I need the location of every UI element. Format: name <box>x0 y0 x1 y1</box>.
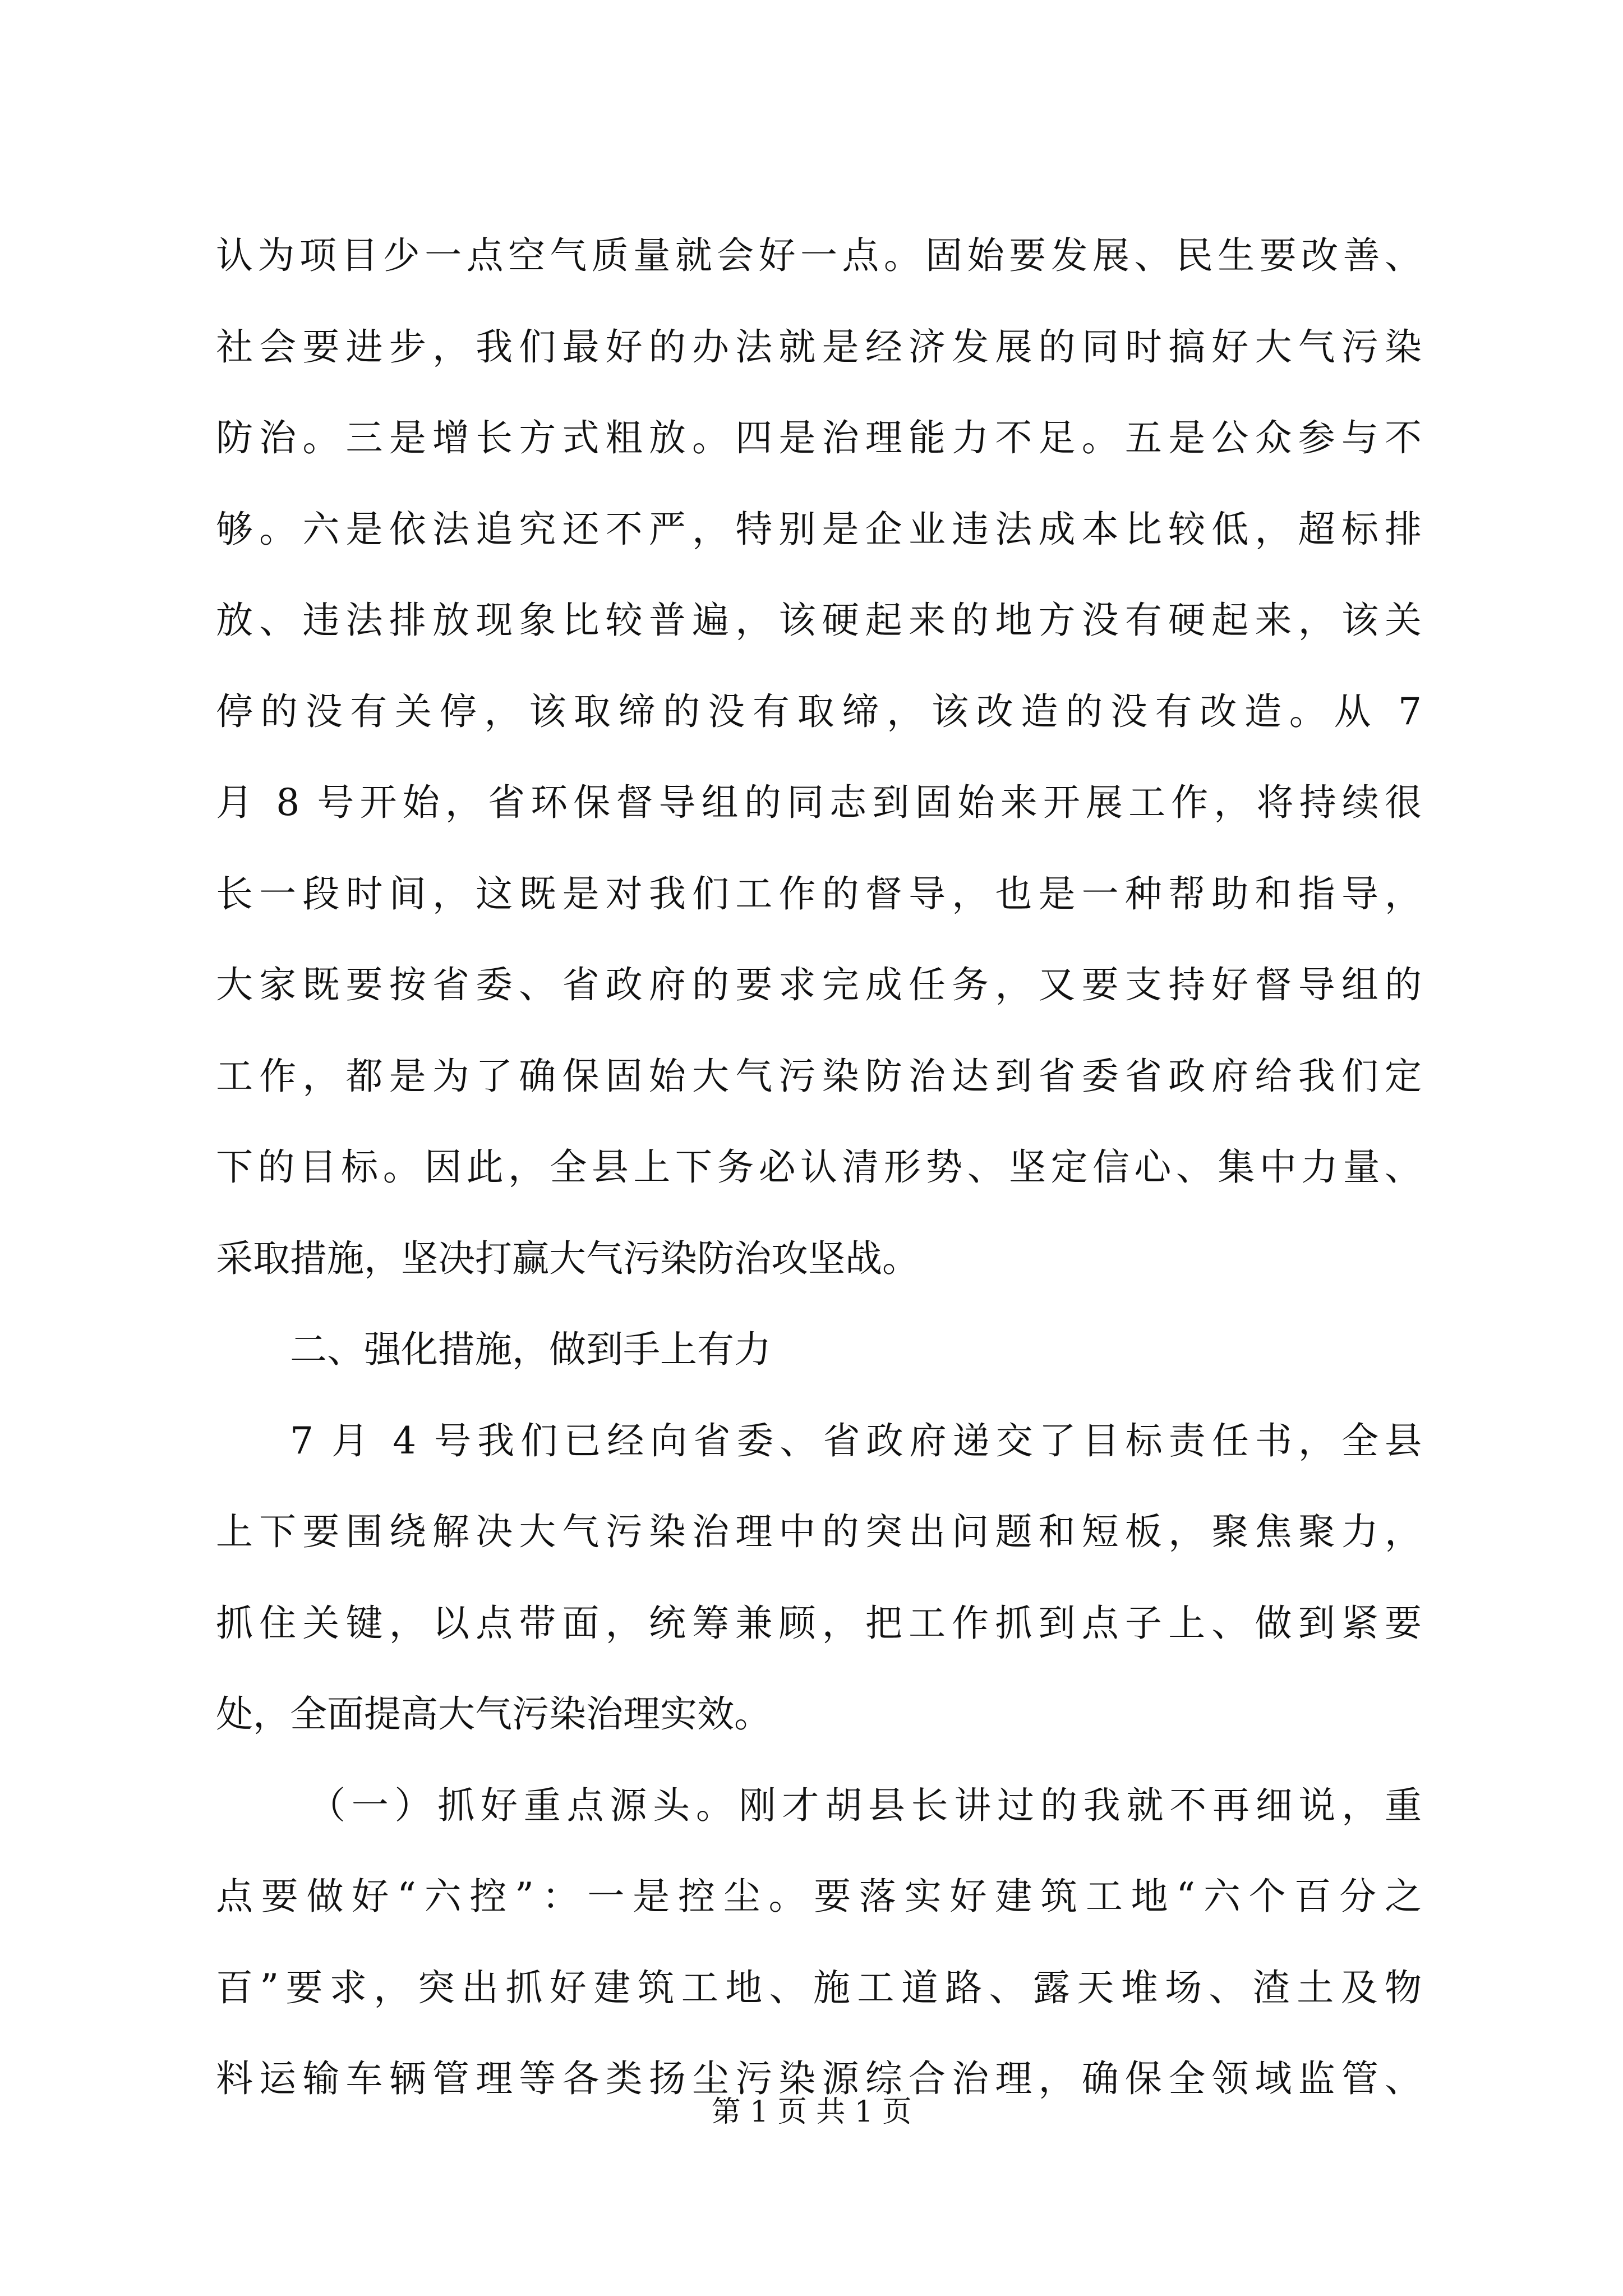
page-footer: 第 1 页 共 1 页 <box>711 2095 912 2129</box>
text-line: 月 8 号开始，省环保督导组的同志到固始来开展工作，将持续很 <box>216 781 1422 824</box>
subsection-heading-line: （一）抓好重点源头。刚才胡县长讲过的我就不再细说，重 <box>308 1783 1422 1827</box>
section-heading: 二、强化措施，做到手上有力 <box>290 1328 771 1371</box>
text-line: 社会要进步，我们最好的办法就是经济发展的同时搞好大气污染 <box>216 325 1422 369</box>
text-line: 下的目标。因此，全县上下务必认清形势、坚定信心、集中力量、 <box>216 1145 1422 1189</box>
text-line: 够。六是依法追究还不严，特别是企业违法成本比较低，超标排 <box>216 507 1422 551</box>
text-line: 抓住关键，以点带面，统筹兼顾，把工作抓到点子上、做到紧要 <box>216 1601 1422 1645</box>
text-line: 采取措施，坚决打赢大气污染防治攻坚战。 <box>216 1236 919 1280</box>
text-line: 停的没有关停，该取缔的没有取缔，该改造的没有改造。从 7 <box>216 689 1422 733</box>
document-body <box>216 210 1422 2125</box>
text-line: 百”要求，突出抓好建筑工地、施工道路、露天堆场、渣土及物 <box>216 1966 1422 2009</box>
text-line: 料运输车辆管理等各类扬尘污染源综合治理，确保全领域监管、 <box>216 2057 1422 2100</box>
text-line: 防治。三是增长方式粗放。四是治理能力不足。五是公众参与不 <box>216 416 1422 459</box>
text-line: 7 月 4 号我们已经向省委、省政府递交了目标责任书，全县 <box>290 1419 1422 1462</box>
text-line: 工作，都是为了确保固始大气污染防治达到省委省政府给我们定 <box>216 1054 1422 1098</box>
text-line: 上下要围绕解决大气污染治理中的突出问题和短板，聚焦聚力， <box>216 1510 1422 1553</box>
text-line: 认为项目少一点空气质量就会好一点。固始要发展、民生要改善、 <box>216 234 1422 277</box>
text-line: 处，全面提高大气污染治理实效。 <box>216 1692 771 1736</box>
text-line: 大家既要按省委、省政府的要求完成任务，又要支持好督导组的 <box>216 963 1422 1006</box>
text-line: 点要做好“六控”：一是控尘。要落实好建筑工地“六个百分之 <box>216 1875 1422 1918</box>
text-line: 长一段时间，这既是对我们工作的督导，也是一种帮助和指导， <box>216 872 1422 915</box>
text-line: 放、违法排放现象比较普遍，该硬起来的地方没有硬起来，该关 <box>216 599 1422 642</box>
